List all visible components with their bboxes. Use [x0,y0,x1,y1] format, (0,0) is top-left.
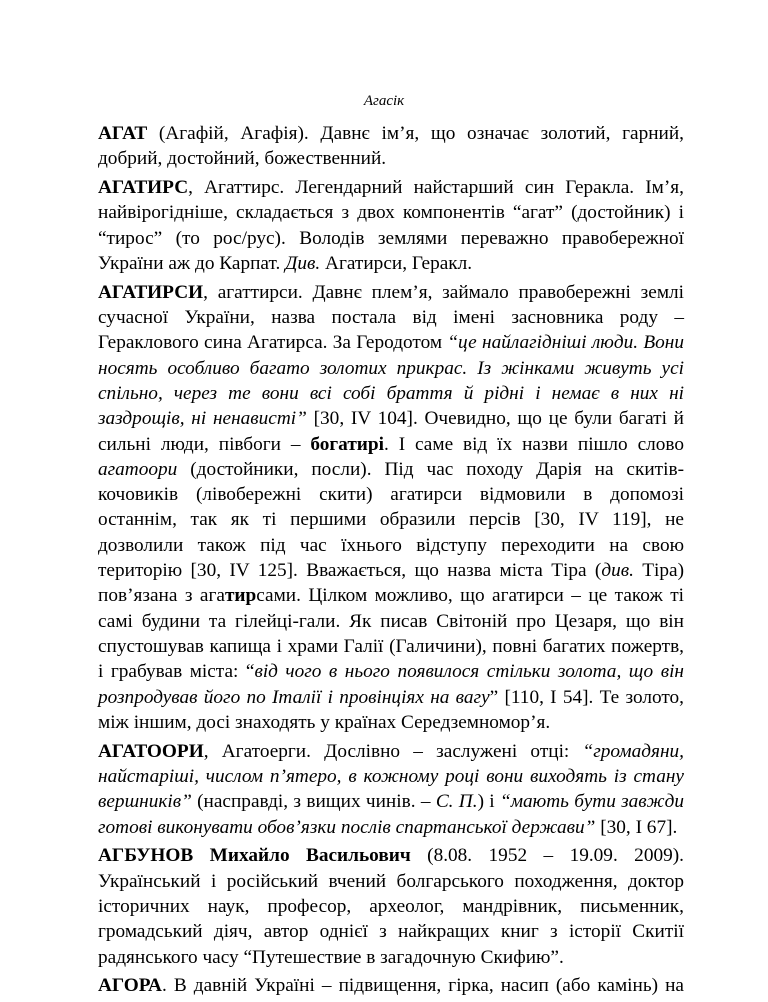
entry-text: [30, IV 104]. Очевидно, що це були багаті й сильні люди, півбоги – [98,408,684,455]
entry-text: ” [110, I 54]. Те золото, між іншим, досі знаходять у країнах Середземномор’я. [98,686,684,733]
quotation: “мають бути завжди готові виконувати обов’язки послів спартанської держави” [98,791,685,838]
entry-text: , агаттирси. Давнє плем’я, займало правобережні землі сучасної України, назва постала від імені засновника роду – Гераклового сина Агатирса. За Геродотом [98,281,684,354]
entry-agat [98,121,684,172]
quotation-suetonius: від чого в нього появилося стільки золота, що він розпродував його по Італії і провінціях на вагу [98,661,684,708]
entry-text: (насправді, з вищих чинів. – [191,791,436,813]
entry-agbunov [98,843,684,969]
dictionary-body [98,121,684,1002]
cross-reference-label: Див. [285,252,321,274]
entry-text: . В давній Україні – підвищення, гірка, насип (або камінь) на [161,975,684,997]
quotation-herodotus: “це найлагідніші люди. Вони носять особливо багато золотих прикрас. Із жінками живуть усі спільно, через те вони всі собі браття й рідні і немає в них ні заздрощів, ні ненависті” [98,332,684,430]
cross-reference-label: див. [601,560,634,582]
entry-text: (Агафій, Агафія). Давнє ім’я, що означає золотий, гарний, добрий, достойний, божественний. [98,123,684,170]
entry-agatyrsy [98,280,684,735]
entry-text: . І саме від їх назви пішло слово [383,433,684,455]
entry-headword: АГБУНОВ Михайло Васильович [98,845,411,867]
quotation: “громадяни, найстаріші, числом п’ятеро, в кожному році вони виходять із стану вершників” [98,740,684,813]
running-header: Агасік [363,93,405,109]
entry-headword: АГАТИРСИ [98,281,204,303]
italic-term: агатоори [98,458,178,480]
entry-agora [98,973,684,998]
entry-agatyrs [98,175,684,276]
entry-text: сами. Цілком можливо, що агатирси – це також ті самі будини та гілейці-гали. Як писав Світоній про Цезаря, що він спустошував капища і храми Галії (Галичини), повні багатих пожертв, і грабував міста: “ [98,585,684,683]
entry-headword: АГОРА [98,975,162,997]
entry-text: (8.08. 1952 – 19.09. 2009). Український і російський вчений болгарського походження, доктор історичних наук, професор, археолог, мандрівник, письменник, громадський діяч, автор однієї з найкращих книг з історії Скитії радянського часу “Путешествие в загадочную Скифию”. [98,845,684,968]
entry-text: Тіра) пов’язана з ага [98,560,685,607]
entry-headword: АГАТ [98,123,148,144]
entry-text: , Агаттирс. Легендарний найстарший син Геракла. Ім’я, найвірогідніше, складається з двох компонентів “агат” (достойник) і “тирос” (то рос/рус). Володів землями переважно правобережної України аж до Карпат. [98,177,684,274]
entry-text: Агатирси, Геракл. [320,252,473,274]
entry-text: [30, I 67]. [595,816,678,838]
entry-text: , Агатоерги. Дослівно – заслужені отці: [203,740,583,762]
emphasized-fragment: тир [224,585,257,607]
entry-headword: АГАТИРС [98,177,189,199]
entry-agatoory [98,739,684,840]
entry-text: (достойники, посли). Під час походу Дарія на скитів-кочовиків (лівобережні скити) агатирси відмовили в допомозі останнім, так як ті першими образили персів [30, IV 119], не дозволили також під час їхнього відступу переходити на свою територію [30, IV 125]. Вважається, що назва міста Тіра ( [98,458,684,582]
entry-text: ) і [477,791,500,813]
author-initials: С. П. [435,791,478,813]
entry-headword: АГАТООРИ [98,740,204,762]
emphasized-word: богатирі [310,433,384,455]
